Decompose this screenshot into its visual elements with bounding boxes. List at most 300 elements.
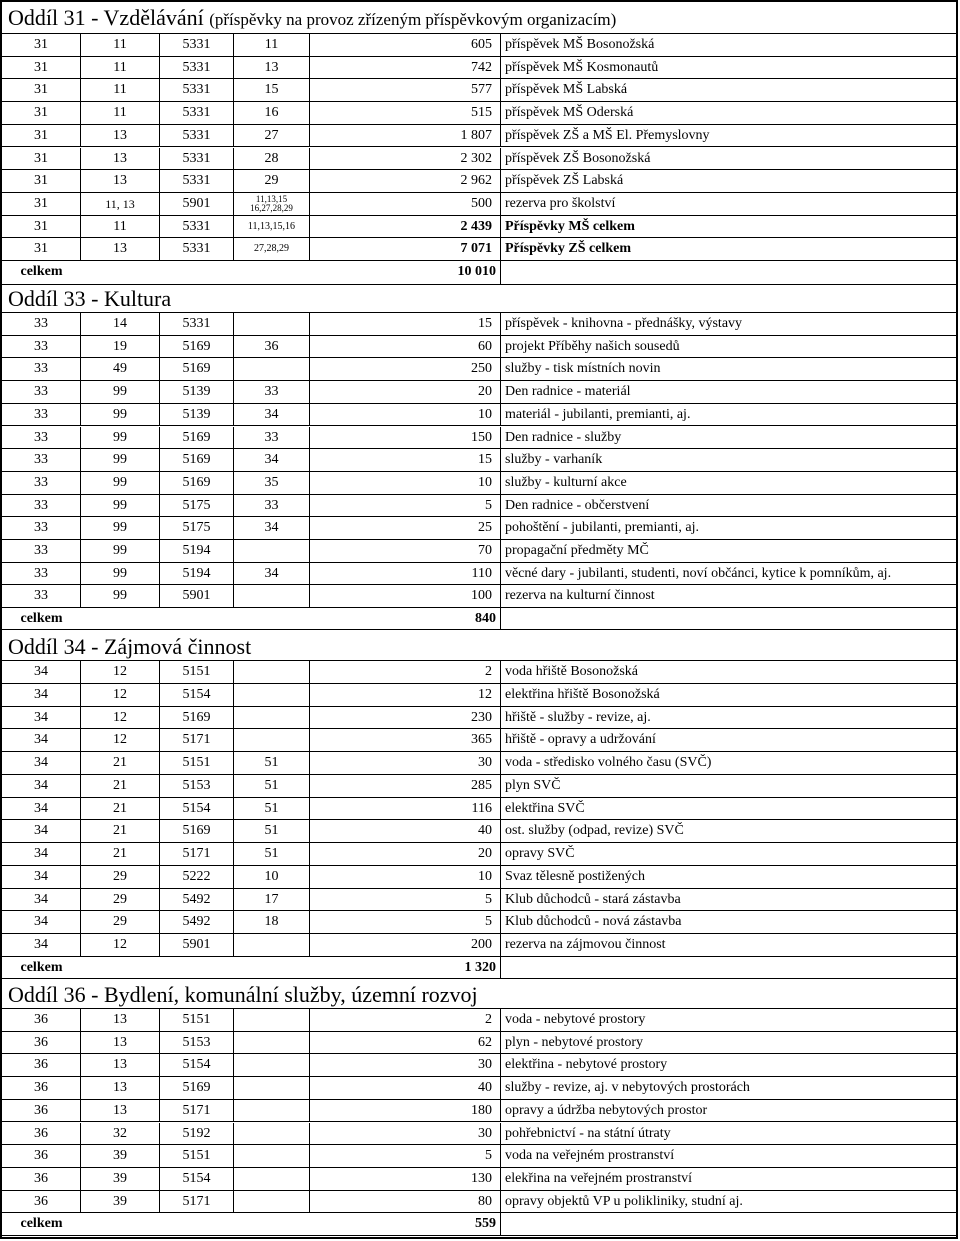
cell-item: 5331 [160,313,234,335]
cell-amount: 30 [310,1123,501,1145]
cell-item: 5169 [160,707,234,729]
cell-item: 5169 [160,336,234,358]
table-row [2,889,958,912]
cell-amount: 250 [310,358,501,380]
cell-paragraph: 34 [2,843,81,865]
cell-org [234,1032,310,1054]
cell-item: 5151 [160,1145,234,1167]
cell-description: propagační předměty MČ [505,543,649,558]
cell-section: 13 [81,1100,160,1122]
cell-description: pohřebnictví - na státní útraty [505,1125,671,1141]
cell-amount: 365 [310,729,501,751]
cell-section: 11 [81,34,160,56]
cell-amount: 150 [310,427,501,449]
cell-org [234,1191,310,1213]
cell-org [234,1009,310,1031]
cell-section: 12 [81,661,160,683]
cell-org [234,585,310,607]
cell-paragraph: 36 [2,1191,81,1213]
table-row [2,1168,958,1191]
cell-amount: 20 [310,381,501,403]
cell-description: voda - středisko volného času (SVČ) [505,755,712,770]
cell-amount: 30 [310,752,501,774]
cell-amount: 285 [310,775,501,797]
cell-amount: 100 [310,585,501,607]
cell-paragraph: 31 [2,193,81,215]
cell-org: 33 [234,381,310,403]
cell-org: 11,13,15 16,27,28,29 [234,193,310,215]
cell-org: 17 [234,889,310,911]
cell-org: 15 [234,79,310,101]
cell-description: Příspěvky MŠ celkem [505,218,635,234]
cell-paragraph: 36 [2,1054,81,1076]
cell-section: 32 [81,1123,160,1145]
cell-org: 18 [234,911,310,933]
cell-amount: 2 [310,661,501,683]
cell-section: 11 [81,79,160,101]
section-header [2,980,958,1009]
cell-item: 5154 [160,798,234,820]
table-row [2,729,958,752]
cell-org [234,1077,310,1099]
cell-amount: 230 [310,707,501,729]
cell-item: 5901 [160,585,234,607]
cell-paragraph: 34 [2,934,81,956]
table-row [2,798,958,821]
cell-section: 29 [81,866,160,888]
cell-paragraph: 34 [2,707,81,729]
cell-description: příspěvek ZŠ Labská [505,173,624,189]
cell-org [234,707,310,729]
cell-section: 49 [81,358,160,380]
cell-amount: 515 [310,102,501,124]
cell-amount: 10 [310,866,501,888]
table-row [2,216,958,239]
cell-item: 5331 [160,148,234,170]
total-label: celkem [20,264,63,279]
section-title-text: Oddíl 36 - Bydlení, komunální služby, územní rozvoj [8,982,478,1007]
cell-paragraph: 34 [2,729,81,751]
cell-amount: 80 [310,1191,501,1213]
cell-description: služby - varhaník [505,452,603,468]
cell-item: 5171 [160,843,234,865]
cell-paragraph: 31 [2,79,81,101]
cell-description: rezerva na kulturní činnost [505,588,655,604]
cell-description: Klub důchodců - nová zástavba [505,914,682,930]
cell-paragraph: 31 [2,148,81,170]
cell-section: 13 [81,238,160,260]
section-header [2,284,958,313]
cell-amount: 30 [310,1054,501,1076]
table-row [2,102,958,125]
cell-description: opravy SVČ [505,846,575,861]
cell-amount: 25 [310,517,501,539]
cell-item: 5153 [160,1032,234,1054]
cell-paragraph: 36 [2,1009,81,1031]
cell-amount: 15 [310,449,501,471]
cell-item: 5154 [160,1168,234,1190]
table-row [2,404,958,427]
cell-org: 11 [234,34,310,56]
table-row [2,707,958,730]
cell-description: voda na veřejném prostranství [505,1148,675,1164]
cell-org: 34 [234,517,310,539]
table-row [2,238,958,261]
cell-item: 5331 [160,125,234,147]
total-label: celkem [20,1216,63,1232]
cell-description: elektřina SVČ [505,800,585,816]
table-row [2,563,958,586]
cell-section: 21 [81,820,160,842]
cell-org: 34 [234,404,310,426]
cell-description: elekřina na veřejném prostranství [505,1170,692,1186]
cell-paragraph: 36 [2,1032,81,1054]
cell-org [234,540,310,562]
cell-section: 99 [81,427,160,449]
cell-paragraph: 33 [2,563,81,585]
cell-amount: 2 [310,1009,501,1031]
cell-section: 13 [81,1054,160,1076]
cell-amount: 40 [310,820,501,842]
total-row [2,1213,958,1236]
cell-org [234,684,310,706]
cell-org: 34 [234,563,310,585]
cell-section: 39 [81,1168,160,1190]
cell-paragraph: 31 [2,125,81,147]
cell-org: 51 [234,752,310,774]
cell-paragraph: 34 [2,820,81,842]
cell-paragraph: 33 [2,358,81,380]
cell-paragraph: 31 [2,102,81,124]
cell-section: 29 [81,911,160,933]
cell-org [234,934,310,956]
cell-description: Den radnice - služby [505,429,622,445]
cell-section: 29 [81,889,160,911]
section-title-text: Oddíl 31 - Vzdělávání [8,5,204,30]
cell-item: 5151 [160,1009,234,1031]
cell-section: 99 [81,449,160,471]
cell-section: 13 [81,148,160,170]
cell-amount: 5 [310,495,501,517]
cell-item: 5169 [160,820,234,842]
table-row [2,1191,958,1214]
table-row [2,775,958,798]
table-row [2,843,958,866]
cell-org [234,1168,310,1190]
section-title-text: Oddíl 33 - Kultura [8,286,172,311]
cell-org: 28 [234,148,310,170]
cell-paragraph: 33 [2,313,81,335]
cell-description: příspěvek ZŠ a MŠ El. Přemyslovny [505,127,710,143]
cell-amount: 130 [310,1168,501,1190]
cell-description: hřiště - služby - revize, aj. [505,709,651,725]
cell-item: 5151 [160,661,234,683]
cell-amount: 2 439 [310,216,501,238]
section-title [8,286,171,312]
cell-item: 5151 [160,752,234,774]
table-row [2,170,958,193]
section-header [2,0,958,34]
cell-section: 99 [81,563,160,585]
cell-description: příspěvek ZŠ Bosonožská [505,150,651,166]
cell-paragraph: 31 [2,170,81,192]
cell-item: 5175 [160,495,234,517]
section-subtitle: (příspěvky na provoz zřízeným příspěvkovým organizacím) [209,10,617,29]
cell-paragraph: 34 [2,889,81,911]
table-row [2,934,958,957]
cell-org: 13 [234,57,310,79]
cell-description: věcné dary - jubilanti, studenti, noví občánci, kytice k pomníkům, aj. [505,565,892,581]
table-row [2,472,958,495]
cell-item: 5331 [160,57,234,79]
cell-org: 51 [234,775,310,797]
cell-paragraph: 33 [2,404,81,426]
total-value: 840 [310,608,501,629]
cell-amount: 10 [310,472,501,494]
cell-paragraph: 31 [2,34,81,56]
cell-paragraph: 36 [2,1145,81,1167]
cell-org [234,358,310,380]
cell-org: 11,13,15,16 [234,216,310,238]
table-row [2,585,958,608]
cell-org: 10 [234,866,310,888]
cell-amount: 110 [310,563,501,585]
cell-item: 5171 [160,1100,234,1122]
table-row [2,34,958,57]
cell-item: 5175 [160,517,234,539]
cell-section: 12 [81,729,160,751]
cell-section: 13 [81,1032,160,1054]
cell-paragraph: 34 [2,798,81,820]
cell-org: 34 [234,449,310,471]
cell-section: 99 [81,472,160,494]
cell-item: 5331 [160,170,234,192]
cell-org: 33 [234,495,310,517]
table-row [2,820,958,843]
table-row [2,57,958,80]
cell-paragraph: 36 [2,1123,81,1145]
cell-org [234,313,310,335]
total-row [2,957,958,979]
cell-description: příspěvek MŠ Oderská [505,105,634,121]
cell-paragraph: 34 [2,752,81,774]
cell-item: 5171 [160,729,234,751]
cell-item: 5194 [160,563,234,585]
table-row [2,1009,958,1032]
cell-section: 12 [81,934,160,956]
cell-item: 5139 [160,381,234,403]
cell-section: 13 [81,1009,160,1031]
cell-section: 99 [81,517,160,539]
cell-description: rezerva na zájmovou činnost [505,937,666,952]
table-row [2,358,958,381]
table-row [2,193,958,216]
cell-item: 5222 [160,866,234,888]
cell-description: služby - revize, aj. v nebytových prostorách [505,1080,750,1096]
cell-section: 39 [81,1145,160,1167]
section-title [8,634,251,660]
cell-item: 5331 [160,216,234,238]
cell-amount: 742 [310,57,501,79]
cell-amount: 70 [310,540,501,562]
cell-org: 16 [234,102,310,124]
total-label: celkem [20,959,63,975]
table-row [2,449,958,472]
cell-amount: 7 071 [310,238,501,260]
cell-org: 27,28,29 [234,238,310,260]
section-title [8,982,478,1008]
total-value: 1 320 [310,957,501,978]
cell-description: plyn SVČ [505,777,561,793]
cell-description: hřiště - opravy a udržování [505,732,656,748]
cell-description: opravy objektů VP u polikliniky, studní aj. [505,1193,743,1209]
cell-description: služby - kulturní akce [505,474,627,490]
table-row [2,866,958,889]
cell-item: 5169 [160,427,234,449]
cell-section: 14 [81,313,160,335]
section-title [8,5,616,33]
cell-section: 21 [81,843,160,865]
table-row [2,661,958,684]
cell-paragraph: 33 [2,585,81,607]
cell-paragraph: 31 [2,238,81,260]
cell-paragraph: 36 [2,1168,81,1190]
table-row [2,1032,958,1055]
cell-section: 13 [81,125,160,147]
cell-org [234,1145,310,1167]
cell-paragraph: 34 [2,911,81,933]
table-row [2,79,958,102]
cell-description: voda - nebytové prostory [505,1012,646,1027]
cell-item: 5154 [160,1054,234,1076]
table-row [2,336,958,359]
cell-item: 5194 [160,540,234,562]
cell-section: 19 [81,336,160,358]
cell-description: Klub důchodců - stará zástavba [505,891,681,907]
cell-org [234,729,310,751]
table-row [2,1145,958,1168]
cell-section: 21 [81,775,160,797]
cell-org: 35 [234,472,310,494]
cell-paragraph: 31 [2,57,81,79]
cell-paragraph: 34 [2,661,81,683]
cell-description: elektřina hřiště Bosonožská [505,686,660,702]
cell-section: 11 [81,216,160,238]
cell-section: 39 [81,1191,160,1213]
cell-item: 5169 [160,358,234,380]
cell-org: 51 [234,798,310,820]
cell-paragraph: 33 [2,336,81,358]
cell-description: pohoštění - jubilanti, premianti, aj. [505,520,700,536]
cell-org: 33 [234,427,310,449]
table-row [2,381,958,404]
table-row [2,517,958,540]
cell-description: Příspěvky ZŠ celkem [505,241,631,257]
cell-item: 5192 [160,1123,234,1145]
cell-amount: 60 [310,336,501,358]
cell-section: 11 [81,102,160,124]
cell-description: Den radnice - materiál [505,384,631,400]
cell-org [234,661,310,683]
cell-amount: 605 [310,34,501,56]
cell-section: 12 [81,684,160,706]
cell-org: 29 [234,170,310,192]
total-value: 559 [310,1213,501,1235]
cell-paragraph: 34 [2,684,81,706]
cell-description: Svaz tělesně postižených [505,868,645,884]
cell-amount: 5 [310,1145,501,1167]
cell-item: 5153 [160,775,234,797]
cell-amount: 116 [310,798,501,820]
cell-item: 5169 [160,449,234,471]
cell-amount: 500 [310,193,501,215]
cell-org [234,1100,310,1122]
cell-org: 51 [234,820,310,842]
cell-paragraph: 36 [2,1077,81,1099]
table-row [2,148,958,171]
table-row [2,427,958,450]
cell-description: příspěvek MŠ Bosonožská [505,37,655,52]
cell-description: projekt Příběhy našich sousedů [505,338,680,354]
cell-org: 27 [234,125,310,147]
cell-description: služby - tisk místních novin [505,361,661,377]
table-row [2,1123,958,1146]
cell-description: příspěvek MŠ Kosmonautů [505,59,659,75]
cell-section: 99 [81,381,160,403]
cell-section: 99 [81,404,160,426]
cell-paragraph: 34 [2,866,81,888]
cell-paragraph: 33 [2,517,81,539]
total-row [2,608,958,630]
table-row [2,540,958,563]
cell-amount: 2 302 [310,148,501,170]
cell-paragraph: 33 [2,495,81,517]
table-row [2,1077,958,1100]
cell-amount: 62 [310,1032,501,1054]
table-row [2,313,958,336]
cell-paragraph: 31 [2,216,81,238]
cell-section: 11, 13 [81,193,160,215]
cell-description: příspěvek MŠ Labská [505,82,628,98]
cell-org [234,1054,310,1076]
cell-amount: 200 [310,934,501,956]
cell-amount: 1 807 [310,125,501,147]
cell-org: 51 [234,843,310,865]
cell-item: 5154 [160,684,234,706]
cell-description: příspěvek - knihovna - přednášky, výstavy [505,316,743,331]
cell-amount: 40 [310,1077,501,1099]
cell-item: 5139 [160,404,234,426]
table-row [2,752,958,775]
cell-description: materiál - jubilanti, premianti, aj. [505,406,691,422]
cell-section: 99 [81,495,160,517]
cell-paragraph: 36 [2,1100,81,1122]
cell-item: 5331 [160,79,234,101]
cell-item: 5331 [160,102,234,124]
cell-item: 5331 [160,238,234,260]
cell-paragraph: 33 [2,449,81,471]
cell-paragraph: 33 [2,540,81,562]
cell-item: 5901 [160,934,234,956]
cell-section: 99 [81,540,160,562]
cell-amount: 180 [310,1100,501,1122]
total-value: 10 010 [310,261,501,284]
cell-paragraph: 34 [2,775,81,797]
table-row [2,1100,958,1123]
cell-paragraph: 33 [2,427,81,449]
cell-amount: 15 [310,313,501,335]
cell-org [234,1123,310,1145]
